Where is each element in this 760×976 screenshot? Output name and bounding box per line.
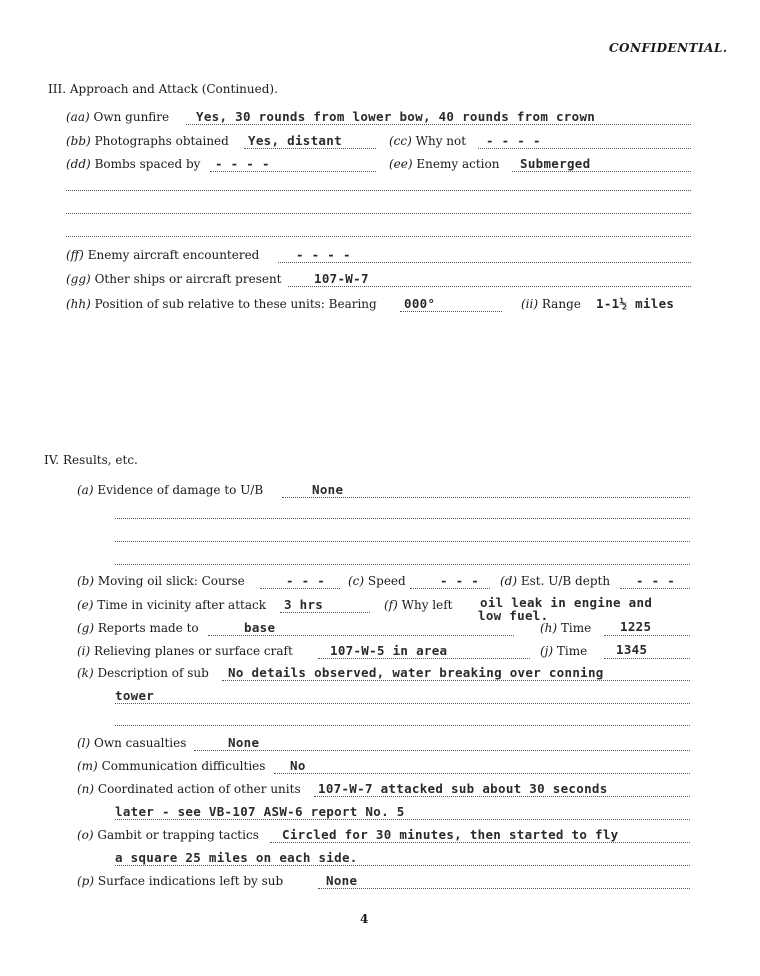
field-o bbox=[77, 828, 259, 842]
field-l bbox=[77, 736, 186, 750]
field-b bbox=[77, 574, 245, 588]
field-h bbox=[540, 621, 591, 635]
field-key: (dd) bbox=[66, 157, 91, 171]
blank-line bbox=[66, 236, 691, 237]
field-ii bbox=[521, 297, 581, 311]
field-label: Est. U/B depth bbox=[520, 574, 611, 588]
field-m bbox=[77, 759, 265, 773]
field-value-time-vicinity: 3 hrs bbox=[284, 597, 324, 612]
field-value-surface-indications: None bbox=[326, 873, 358, 888]
field-label: Reports made to bbox=[97, 621, 199, 635]
field-i bbox=[77, 644, 293, 658]
section-4-title: IV. Results, etc. bbox=[44, 453, 138, 467]
field-key: (l) bbox=[77, 736, 91, 750]
field-key: (j) bbox=[540, 644, 554, 658]
field-d bbox=[500, 574, 610, 588]
classification-header: CONFIDENTIAL. bbox=[609, 41, 728, 55]
field-value-reports-to: base bbox=[244, 620, 276, 635]
blank-line bbox=[115, 518, 690, 519]
field-value-description-1: No details observed, water breaking over conning bbox=[228, 665, 604, 680]
field-value-enemy-aircraft: - - - - bbox=[296, 247, 351, 262]
field-a bbox=[77, 483, 263, 497]
field-label: Photographs obtained bbox=[94, 134, 229, 148]
field-label: Own gunfire bbox=[93, 110, 170, 124]
field-key: (m) bbox=[77, 759, 98, 773]
field-key: (ii) bbox=[521, 297, 539, 311]
field-key: (aa) bbox=[66, 110, 90, 124]
field-value-enemy-action: Submerged bbox=[520, 156, 591, 171]
field-label: Why left bbox=[401, 598, 453, 612]
field-value-coordinated-1: 107-W-7 attacked sub about 30 seconds bbox=[318, 781, 608, 796]
field-key: (g) bbox=[77, 621, 95, 635]
field-label: Speed bbox=[367, 574, 406, 588]
field-gg bbox=[66, 272, 282, 286]
field-label: Evidence of damage to U/B bbox=[97, 483, 264, 497]
page-number: 4 bbox=[360, 912, 369, 926]
field-bb bbox=[66, 134, 229, 148]
blank-line bbox=[66, 213, 691, 214]
field-key: (p) bbox=[77, 874, 95, 888]
field-value-why-left-2: low fuel. bbox=[478, 608, 549, 623]
field-e bbox=[77, 598, 266, 612]
field-key: (a) bbox=[77, 483, 94, 497]
field-label: Why not bbox=[415, 134, 467, 148]
field-hh bbox=[66, 297, 377, 311]
field-value-gunfire: Yes, 30 rounds from lower bow, 40 rounds from crown bbox=[196, 109, 596, 124]
field-label: Time bbox=[560, 621, 592, 635]
field-value-depth: - - - bbox=[636, 573, 676, 588]
field-key: (gg) bbox=[66, 272, 91, 286]
blank-line bbox=[115, 725, 690, 726]
field-value-range: 1-1½ miles bbox=[596, 296, 675, 311]
field-key: (ee) bbox=[389, 157, 413, 171]
field-value-bombs-spaced: - - - - bbox=[215, 156, 270, 171]
field-ee bbox=[389, 157, 499, 171]
field-key: (hh) bbox=[66, 297, 91, 311]
blank-line bbox=[115, 541, 690, 542]
field-c bbox=[348, 574, 406, 588]
field-aa bbox=[66, 110, 169, 124]
field-label: Communication difficulties bbox=[101, 759, 266, 773]
field-label: Time in vicinity after attack bbox=[97, 598, 266, 612]
field-key: (e) bbox=[77, 598, 94, 612]
field-f bbox=[384, 598, 453, 612]
field-key: (o) bbox=[77, 828, 94, 842]
field-label: Time bbox=[556, 644, 588, 658]
field-value-bearing: 000° bbox=[404, 296, 436, 311]
field-label: Surface indications left by sub bbox=[97, 874, 284, 888]
field-key: (h) bbox=[540, 621, 558, 635]
field-value-gambit-1: Circled for 30 minutes, then started to fly bbox=[282, 827, 619, 842]
field-p bbox=[77, 874, 283, 888]
field-label: Own casualties bbox=[94, 736, 187, 750]
field-label: Bombs spaced by bbox=[94, 157, 201, 171]
field-label: Coordinated action of other units bbox=[97, 782, 301, 796]
field-value-relieving-time: 1345 bbox=[616, 642, 648, 657]
field-g bbox=[77, 621, 199, 635]
field-value-comm-difficulties: No bbox=[290, 758, 306, 773]
field-key: (ff) bbox=[66, 248, 84, 262]
field-value-relieving: 107-W-5 in area bbox=[330, 643, 448, 658]
field-label: Description of sub bbox=[97, 666, 209, 680]
field-label: Enemy action bbox=[416, 157, 500, 171]
field-key: (d) bbox=[500, 574, 518, 588]
field-label: Other ships or aircraft present bbox=[94, 272, 282, 286]
field-value-report-time: 1225 bbox=[620, 619, 652, 634]
section-3-title: III. Approach and Attack (Continued). bbox=[48, 82, 278, 96]
field-label: Gambit or trapping tactics bbox=[97, 828, 259, 842]
field-dd bbox=[66, 157, 200, 171]
field-value-why-not: - - - - bbox=[486, 133, 541, 148]
field-cc bbox=[389, 134, 466, 148]
field-value-casualties: None bbox=[228, 735, 260, 750]
blank-line bbox=[66, 190, 691, 191]
field-label: Relieving planes or surface craft bbox=[94, 644, 293, 658]
field-key: (f) bbox=[384, 598, 398, 612]
field-key: (c) bbox=[348, 574, 365, 588]
field-value-speed: - - - bbox=[440, 573, 480, 588]
field-value-description-2: tower bbox=[115, 688, 155, 703]
field-key: (k) bbox=[77, 666, 94, 680]
field-label: Moving oil slick: Course bbox=[97, 574, 245, 588]
field-label: Position of sub relative to these units: Bearing bbox=[94, 297, 377, 311]
field-key: (b) bbox=[77, 574, 95, 588]
field-value-course: - - - bbox=[286, 573, 326, 588]
field-value-other-ships: 107-W-7 bbox=[314, 271, 369, 286]
field-n bbox=[77, 782, 301, 796]
blank-line bbox=[115, 564, 690, 565]
field-key: (n) bbox=[77, 782, 95, 796]
field-label: Enemy aircraft encountered bbox=[87, 248, 260, 262]
field-key: (cc) bbox=[389, 134, 412, 148]
field-j bbox=[540, 644, 587, 658]
field-value-why-left-1: oil leak in engine and bbox=[480, 595, 653, 610]
field-value-photos: Yes, distant bbox=[248, 133, 342, 148]
field-ff bbox=[66, 248, 259, 262]
field-value-gambit-2: a square 25 miles on each side. bbox=[115, 850, 358, 865]
field-key: (bb) bbox=[66, 134, 91, 148]
field-value-damage: None bbox=[312, 482, 344, 497]
field-value-coordinated-2: later - see VB-107 ASW-6 report No. 5 bbox=[115, 804, 405, 819]
field-k bbox=[77, 666, 209, 680]
field-key: (i) bbox=[77, 644, 91, 658]
field-label: Range bbox=[541, 297, 581, 311]
